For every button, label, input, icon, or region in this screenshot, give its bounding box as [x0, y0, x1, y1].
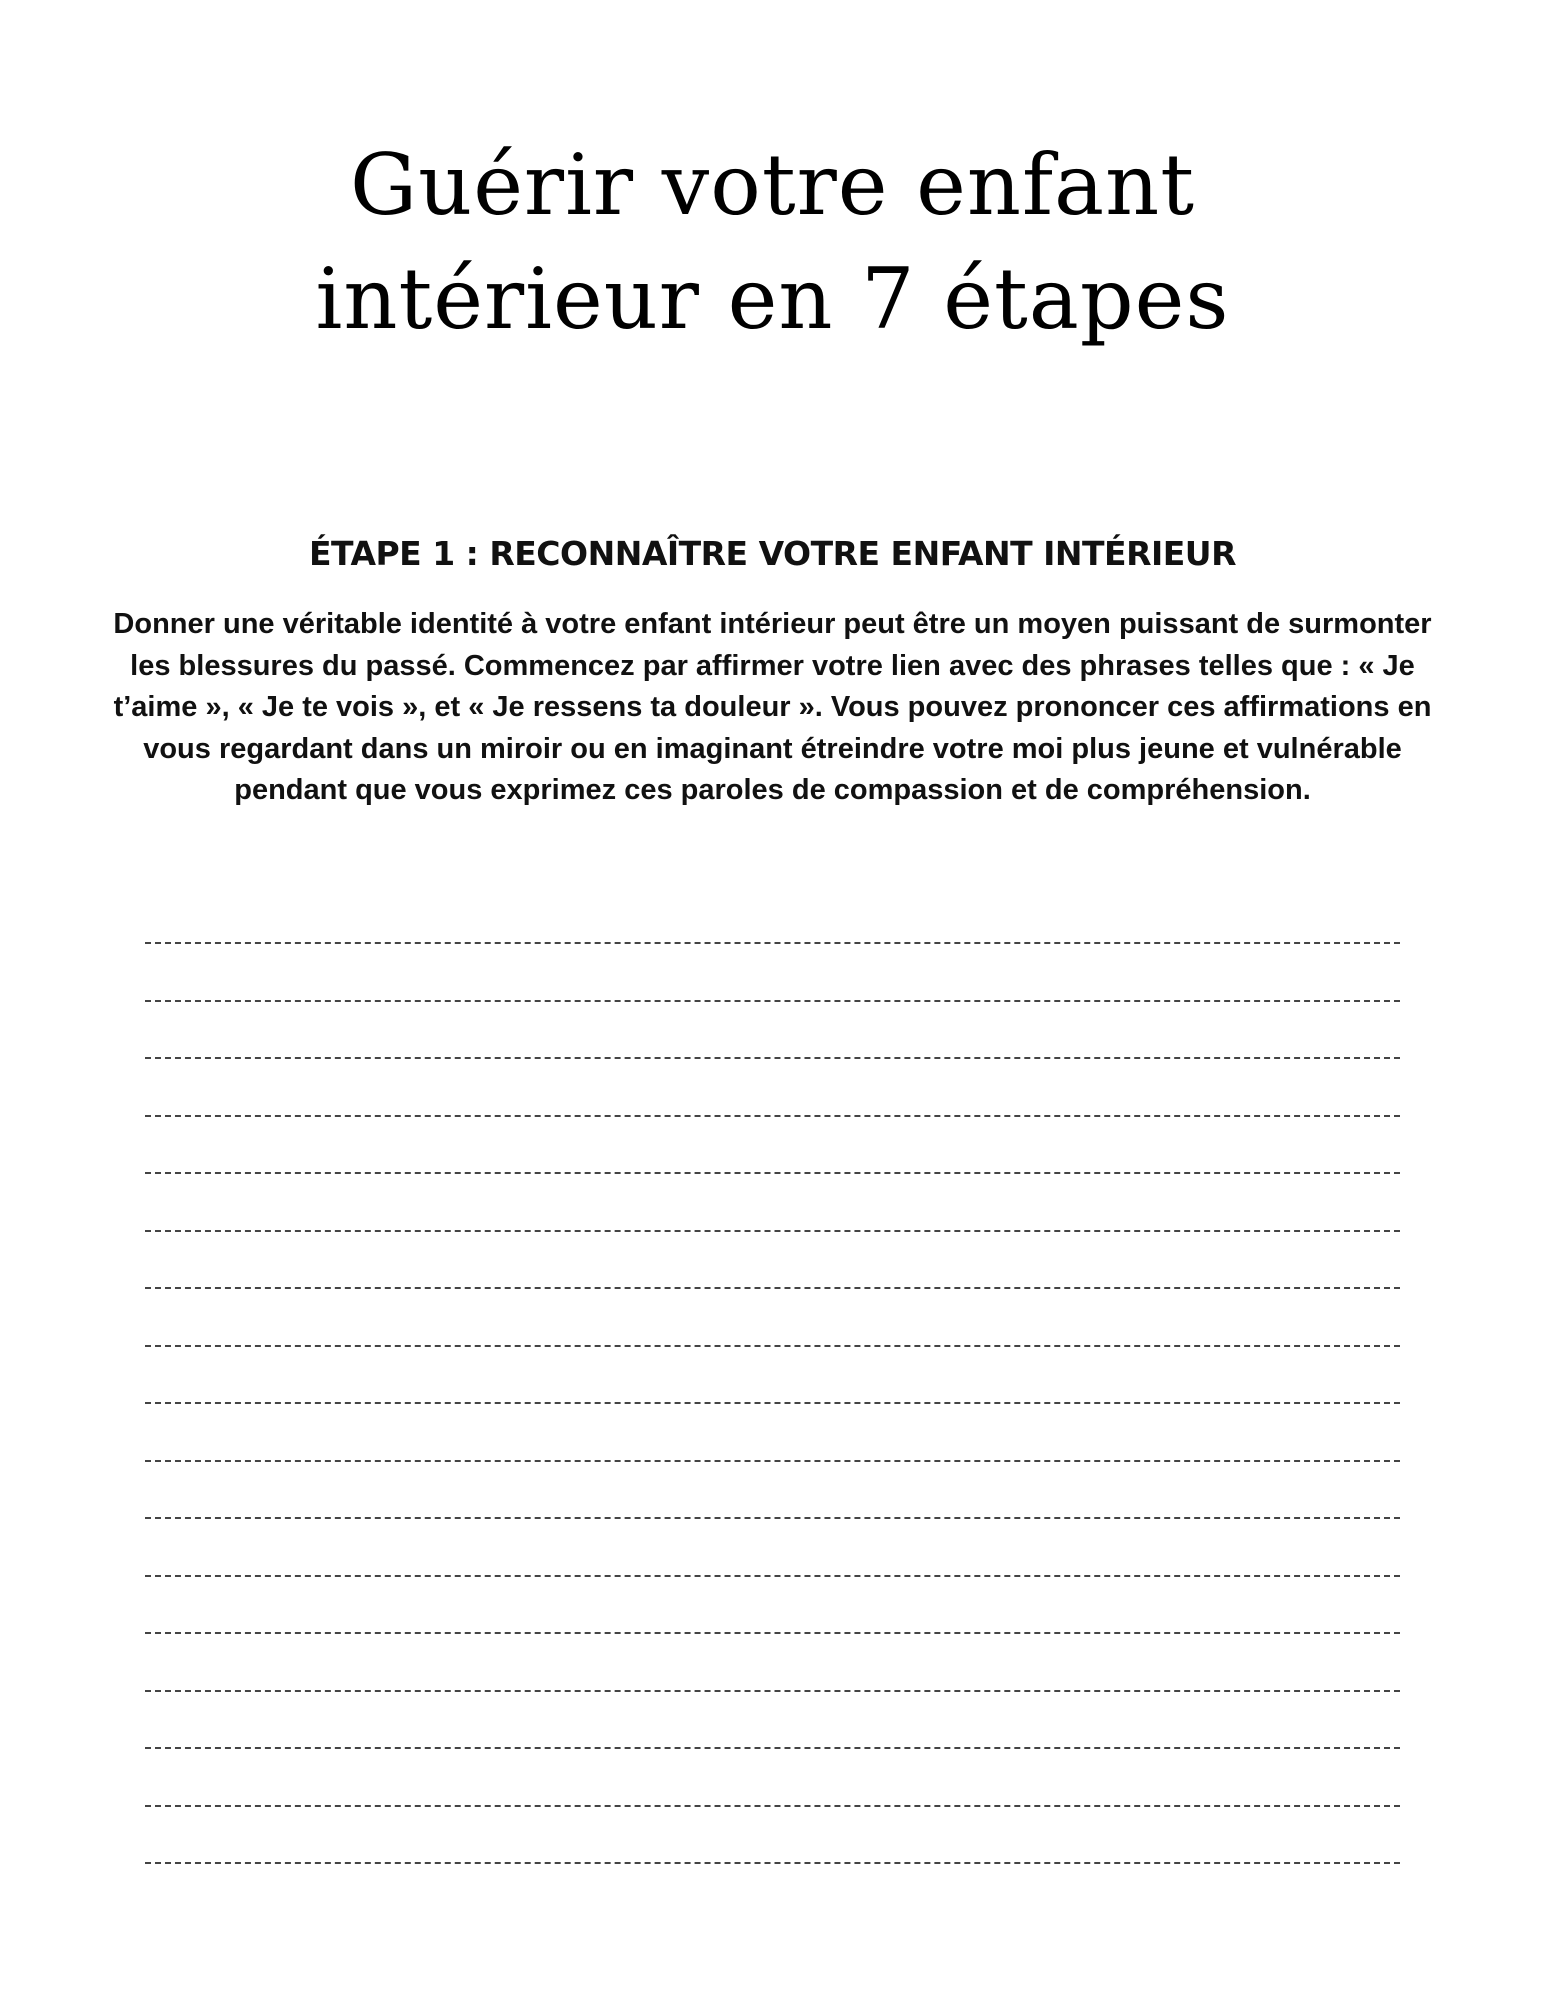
- writing-line: [145, 1785, 1400, 1843]
- step-heading: ÉTAPE 1 : RECONNAÎTRE VOTRE ENFANT INTÉRIEUR: [308, 534, 1237, 573]
- writing-line: [145, 922, 1400, 980]
- writing-line: [145, 1727, 1400, 1785]
- writing-lines: [145, 922, 1400, 1900]
- writing-line: [145, 1095, 1400, 1153]
- page-title-line-1: Guérir votre enfant: [350, 136, 1195, 234]
- writing-line: [145, 1382, 1400, 1440]
- writing-line: [145, 980, 1400, 1038]
- step-description: Donner une véritable identité à votre enfant intérieur peut être un moyen puissant de surmonter les blessures du passé. Commencez par affirmer votre lien avec des phrases telles que : « Je t’aime », « Je te vois », et « Je ressens ta douleur ». Vous pouvez prononcer ces affirmations en vous regardant dans un miroir ou en imaginant étreindre votre moi plus jeune et vulnérable pendant que vous exprimez ces paroles de compassion et de compréhension.: [113, 608, 1432, 806]
- writing-line: [145, 1210, 1400, 1268]
- writing-line: [145, 1497, 1400, 1555]
- writing-line: [145, 1325, 1400, 1383]
- page-title-line-2: intérieur en 7 étapes: [315, 250, 1230, 348]
- writing-line: [145, 1555, 1400, 1613]
- writing-line: [145, 1612, 1400, 1670]
- writing-line: [145, 1037, 1400, 1095]
- writing-line: [145, 1670, 1400, 1728]
- writing-line: [145, 1152, 1400, 1210]
- writing-line: [145, 1842, 1400, 1900]
- writing-line: [145, 1267, 1400, 1325]
- writing-line: [145, 1440, 1400, 1498]
- page-title: [0, 128, 1545, 356]
